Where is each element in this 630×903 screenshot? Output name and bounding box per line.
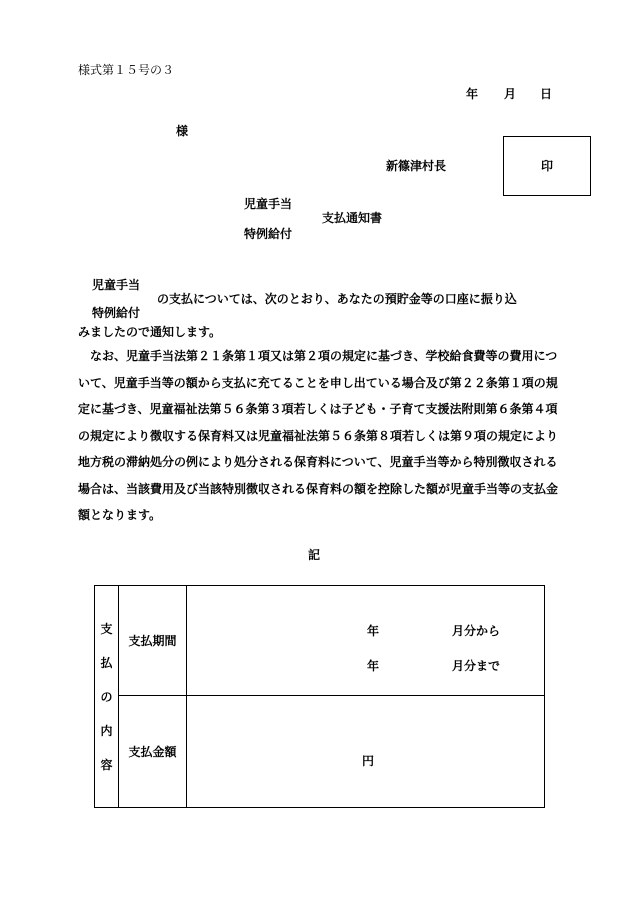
ki-heading: 記 [308,548,321,562]
period-to-year: 年 [367,659,380,673]
intro-text: の支払については、次のとおり、あなたの預貯金等の口座に振り込 [157,292,517,306]
amount-label: 支払金額 [119,696,187,808]
date-day-label: 日 [540,87,553,101]
title-line2: 特例給付 [244,227,293,241]
period-value [187,586,545,696]
side-header [95,586,119,808]
intro-continuation: みましたので通知します。 [78,325,222,339]
side-char: の [100,689,113,704]
period-from-year: 年 [367,624,380,638]
addressee-suffix: 様 [176,124,189,138]
notice-paragraph: なお、児童手当法第２１条第１項又は第２項の規定に基づき、学校給食費等の費用について、児童手当等の額から支払に充てることを申し出ている場合及び第２２条第１項の規定に基づき、児童福祉法第５６条第３項若しくは子ども・子育て支援法附則第６条第４項の規定により徴収する保育料又は児童福祉法第５６条第８項若しくは第９項の規定により地方税の滞納処分の例により処分される保育料について、児童手当等から特別徴収される場合は、当該費用及び当該特別徴収される保育料の額を控除した額が児童手当等の支払金額となります。 [78,349,559,522]
side-char: 払 [100,655,113,670]
period-to-month: 月分まで [452,659,501,673]
payment-details-table [94,585,545,808]
date-month-label: 月 [504,87,517,101]
intro-label-line1: 児童手当 [92,278,141,292]
title-line1: 児童手当 [244,197,293,211]
amount-value [187,696,545,808]
side-char: 内 [100,723,113,738]
seal-mark: 印 [541,159,554,173]
period-from-month: 月分から [452,624,501,638]
period-label: 支払期間 [119,586,187,696]
title-center: 支払通知書 [322,211,383,225]
intro-label-line2: 特例給付 [92,306,141,320]
amount-unit: 円 [362,754,375,768]
date-year-label: 年 [466,87,479,101]
side-char: 支 [100,621,113,636]
form-number: 様式第１５号の３ [78,63,175,77]
side-char: 容 [100,757,113,772]
issuer-name: 新篠津村長 [386,159,447,173]
